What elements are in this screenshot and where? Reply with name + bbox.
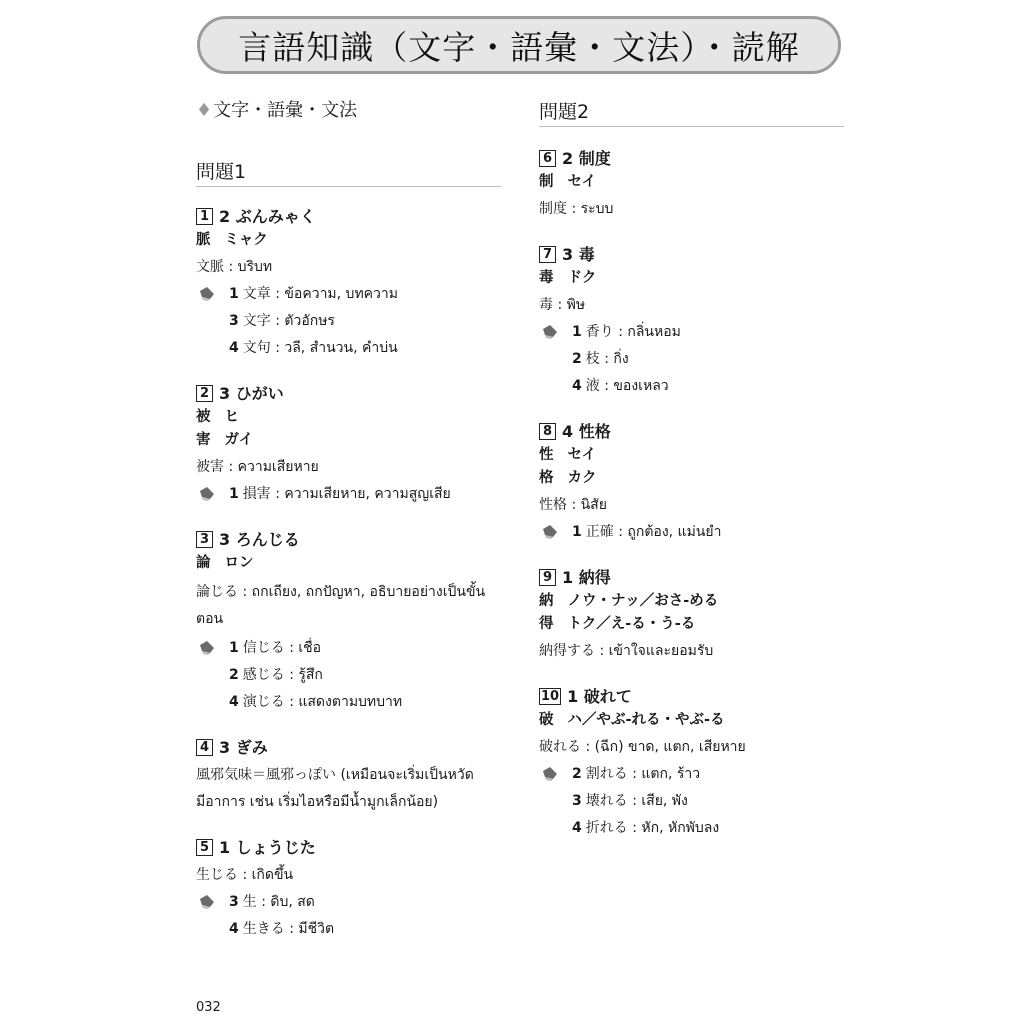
answer: 4 性格 [562, 422, 611, 441]
choice-number: 2 [229, 667, 239, 683]
question-header [539, 419, 844, 444]
choice-number: 2 [572, 766, 582, 782]
alternative [539, 317, 844, 344]
kanji-reading [539, 467, 844, 490]
choice-number: 1 [229, 286, 239, 302]
kanji-reading [539, 444, 844, 467]
kanji: 得 [539, 616, 554, 632]
question-header [196, 527, 501, 552]
alternative [539, 759, 844, 786]
answer: 3 毒 [562, 245, 595, 264]
kanji-reading [539, 171, 844, 194]
meaning: 論じる : ถกเถียง, ถกปัญหา, อธิบายอย่างเป็นขั้นตอน [196, 584, 486, 627]
kanji-reading [196, 429, 501, 452]
reading: カク [567, 470, 597, 486]
kanji-reading [539, 709, 844, 732]
answer: 3 ひがい [219, 384, 284, 403]
alternative [196, 279, 501, 306]
choice-text: 液 : ของเหลว [585, 378, 669, 394]
meaning: 性格 : นิสัย [539, 497, 607, 513]
kanji: 害 [196, 432, 211, 448]
pencil-icon [198, 485, 216, 503]
question-number: 2 [196, 385, 213, 402]
answer: 3 ろんじる [219, 530, 300, 549]
meaning: 毒 : พิษ [539, 297, 586, 313]
reading: ハ／やぶ-れる・やぶ-る [567, 712, 725, 728]
choice-text: 枝 : กิ่ง [585, 351, 629, 367]
kanji: 論 [196, 555, 211, 571]
chapter-title-banner [197, 16, 841, 74]
answer: 2 ぶんみゃく [219, 207, 316, 226]
question-header [196, 735, 501, 760]
meaning: 制度 : ระบบ [539, 201, 614, 217]
pencil-icon [198, 639, 216, 657]
kanji: 毒 [539, 270, 554, 286]
question-number: 9 [539, 569, 556, 586]
choice-number: 4 [572, 820, 582, 836]
question-5 [196, 835, 501, 941]
section-title: 文字・語彙・文法 [213, 100, 358, 121]
reading: トク／え-る・う-る [567, 616, 696, 632]
reading: セイ [567, 174, 597, 190]
mondai-1-heading: 問題1 [196, 158, 501, 187]
kanji-reading [196, 552, 501, 575]
kanji-reading [196, 406, 501, 429]
choice-text: 演じる : แสดงตามบทบาท [242, 694, 403, 710]
reading: ヒ [224, 409, 239, 425]
reading: セイ [567, 447, 597, 463]
reading: ノウ・ナッ／おさ-める [567, 593, 719, 609]
choice-number: 3 [229, 313, 239, 329]
answer: 2 制度 [562, 149, 611, 168]
choice-number: 1 [229, 486, 239, 502]
kanji-reading [539, 613, 844, 636]
question-number: 1 [196, 208, 213, 225]
meaning: 破れる : (ฉีก) ขาด, แตก, เสียหาย [539, 739, 746, 755]
question-header [196, 835, 501, 860]
choice-number: 1 [229, 640, 239, 656]
question-4 [196, 735, 501, 814]
choice-text: 正確 : ถูกต้อง, แม่นยำ [585, 524, 722, 540]
question-number: 8 [539, 423, 556, 440]
question-2 [196, 381, 501, 506]
choice-text: 壊れる : เสีย, พัง [585, 793, 688, 809]
kanji: 脈 [196, 232, 211, 248]
choice-number: 4 [229, 694, 239, 710]
question-header [539, 565, 844, 590]
choice-text: 損害 : ความเสียหาย, ความสูญเสีย [242, 486, 451, 502]
alternative [196, 633, 501, 660]
kanji: 被 [196, 409, 211, 425]
meaning: 文脈 : บริบท [196, 259, 273, 275]
choice-text: 香り : กลิ่นหอม [585, 324, 681, 340]
answer: 1 しょうじた [219, 838, 316, 857]
choice-number: 2 [572, 351, 582, 367]
choice-text: 感じる : รู้สึก [242, 667, 323, 683]
choice-number: 1 [572, 524, 582, 540]
kanji-reading [196, 229, 501, 252]
alternative [539, 813, 844, 840]
choice-text: 生 : ดิบ, สด [242, 894, 315, 910]
choice-text: 信じる : เชื่อ [242, 640, 322, 656]
alternative [539, 786, 844, 813]
kanji: 納 [539, 593, 554, 609]
alternative [196, 914, 501, 941]
mondai-2-heading: 問題2 [539, 98, 844, 127]
kanji: 制 [539, 174, 554, 190]
question-number: 7 [539, 246, 556, 263]
chapter-title: 言語知識（文字・語彙・文法）・読解 [238, 27, 800, 67]
alternative [196, 687, 501, 714]
question-10 [539, 684, 844, 840]
section-heading [196, 98, 501, 124]
alternative [196, 660, 501, 687]
answer: 1 破れて [567, 687, 632, 706]
page-number: 032 [196, 1000, 221, 1015]
kanji-reading [539, 267, 844, 290]
meaning: 納得する : เข้าใจและยอมรับ [539, 643, 714, 659]
choice-text: 文章 : ข้อความ, บทความ [242, 286, 398, 302]
alternative [196, 887, 501, 914]
alternative [539, 517, 844, 544]
answer: 1 納得 [562, 568, 611, 587]
pencil-icon [198, 893, 216, 911]
choice-text: 生きる : มีชีวิต [242, 921, 335, 937]
meaning: 風邪気味＝風邪っぽい (เหมือนจะเริ่มเป็นหวัด [196, 767, 474, 783]
reading: ガイ [224, 432, 254, 448]
alternative [196, 333, 501, 360]
pencil-icon [541, 765, 559, 783]
meaning-continued: มีอาการ เช่น เริ่มไอหรือมีน้ำมูกเล็กน้อย) [196, 794, 439, 810]
right-column [539, 98, 844, 861]
meaning: 生じる : เกิดขึ้น [196, 867, 294, 883]
choice-number: 3 [229, 894, 239, 910]
question-header [539, 684, 844, 709]
question-number: 6 [539, 150, 556, 167]
pencil-icon [541, 523, 559, 541]
question-header [196, 381, 501, 406]
pencil-icon [541, 323, 559, 341]
kanji: 格 [539, 470, 554, 486]
kanji: 性 [539, 447, 554, 463]
reading: ロン [224, 555, 254, 571]
reading: ドク [567, 270, 597, 286]
alternative [539, 371, 844, 398]
reading: ミャク [224, 232, 268, 248]
question-header [196, 204, 501, 229]
alternative [196, 306, 501, 333]
question-number: 3 [196, 531, 213, 548]
question-number: 5 [196, 839, 213, 856]
choice-text: 文句 : วลี, สำนวน, คำบ่น [242, 340, 398, 356]
choice-text: 文字 : ตัวอักษร [242, 313, 335, 329]
answer: 3 ぎみ [219, 738, 268, 757]
question-header [539, 146, 844, 171]
question-1 [196, 204, 501, 360]
question-number: 10 [541, 689, 560, 704]
question-3 [196, 527, 501, 714]
question-6 [539, 146, 844, 221]
choice-number: 4 [229, 340, 239, 356]
choice-number: 4 [229, 921, 239, 937]
alternative [196, 479, 501, 506]
kanji-reading [539, 590, 844, 613]
choice-text: 折れる : หัก, หักพับลง [585, 820, 720, 836]
left-column [196, 98, 501, 962]
question-9 [539, 565, 844, 663]
diamond-bullet-icon: ♦ [196, 100, 213, 121]
question-8 [539, 419, 844, 544]
question-number: 4 [196, 739, 213, 756]
meaning: 被害 : ความเสียหาย [196, 459, 319, 475]
choice-number: 1 [572, 324, 582, 340]
choice-number: 3 [572, 793, 582, 809]
question-7 [539, 242, 844, 398]
pencil-icon [198, 285, 216, 303]
choice-number: 4 [572, 378, 582, 394]
alternative [539, 344, 844, 371]
choice-text: 割れる : แตก, ร้าว [585, 766, 701, 782]
question-header [539, 242, 844, 267]
kanji: 破 [539, 712, 554, 728]
